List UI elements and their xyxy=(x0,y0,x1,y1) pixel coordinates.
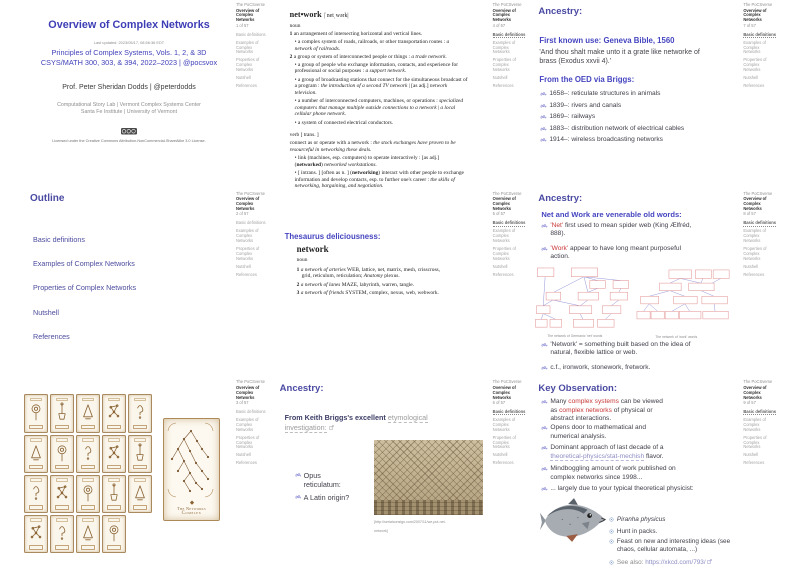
pocs-ornament-bullet xyxy=(295,494,302,500)
slide-sidebar xyxy=(493,192,527,281)
pronunciation: |ˈnetˌwərk| xyxy=(323,13,349,19)
sidebar-link-nutshell[interactable]: Nutshell xyxy=(743,75,759,81)
sidebar-link-properties[interactable]: Properties of Complex Networks xyxy=(743,57,767,73)
tarot-card xyxy=(102,435,126,473)
sidebar-link-basic-definitions[interactable]: Basic definitions xyxy=(492,409,526,415)
tarot-card xyxy=(102,394,126,432)
card-ornament xyxy=(190,500,194,504)
slide-sidebar xyxy=(236,380,267,469)
pocsverse-brand: The PoCSverse xyxy=(743,2,773,7)
tarot-card xyxy=(24,515,48,553)
bullet-latin-origin: A Latin origin? xyxy=(303,493,350,503)
tarot-card xyxy=(24,435,48,473)
sidebar-link-references[interactable]: References xyxy=(492,271,514,277)
xkcd-link[interactable]: https://xkcd.com/793/ xyxy=(645,559,706,566)
slide-ancestry-etymology-trees xyxy=(533,189,800,378)
pocs-ornament-bullet xyxy=(541,223,548,229)
sidebar-link-examples[interactable]: Examples of Complex Networks xyxy=(743,416,766,432)
definition-line: • [ intrans. ] [often as n. ] (networking) interact with other people to exchange information and develop contacts, esp. to further one's career : the skills of networking, bargaining, and negotiation. xyxy=(294,169,464,189)
definition-line: • a complex system of roads, railroads, or other transportation routes : a network of railroads. xyxy=(294,38,450,52)
fish-fact-bullet-icon xyxy=(609,517,614,522)
sidebar-link-examples[interactable]: Examples of Complex Networks xyxy=(492,228,516,244)
definition-line: • a number of interconnected computers, machines, or operations : specialized computers that manage multiple outside connections to a network | a local cellular phone network. xyxy=(294,98,464,118)
last-updated: Last updated: 2023/05/17, 08:56:36 EDT xyxy=(93,40,165,45)
slide-dictionary-definition xyxy=(267,0,534,189)
slide-ancestry-first-use xyxy=(533,0,800,189)
sidebar-link-basic-definitions[interactable]: Basic definitions xyxy=(236,220,266,226)
photo-source-url-line1[interactable]: [http://serialconsign.com/2007/11/we-put-net- xyxy=(374,520,446,525)
tarot-card xyxy=(50,515,74,553)
tarot-card xyxy=(76,475,100,513)
sidebar-link-basic-definitions[interactable]: Basic definitions xyxy=(492,220,526,226)
venerable-words-subheading: Net and Work are venerable old words: xyxy=(541,209,682,219)
typical-physicist-bullet: ... largely due to your typical theoretical physicist: xyxy=(550,485,694,493)
sidebar-link-basic-definitions[interactable]: Basic definitions xyxy=(743,31,777,37)
pocs-ornament-bullet xyxy=(540,137,547,143)
sidebar-link-examples[interactable]: Examples of Complex Networks xyxy=(743,39,766,55)
stat-mech-bullet: Dominant approach of last decade of a theoretical-physics/stat-mechish flavor. xyxy=(550,444,664,460)
outline-heading: Outline xyxy=(30,192,65,204)
sidebar-deck-title: Overview of Complex Networks xyxy=(236,7,260,23)
work-etymology-tree xyxy=(635,269,733,333)
page-indicator: 7 of 57 xyxy=(743,22,756,28)
tarot-card xyxy=(102,515,126,553)
complex-systems-bullet: Many complex systems can be viewed as complex networks of physical or abstract interactions. xyxy=(550,398,663,422)
page-indicator: 8 of 57 xyxy=(743,211,756,217)
hunt-in-packs: Hunt in packs. xyxy=(616,528,658,536)
page-indicator: 2 of 57 xyxy=(236,211,249,217)
sidebar-link-properties[interactable]: Properties of Complex Networks xyxy=(236,246,260,261)
sidebar-link-nutshell[interactable]: Nutshell xyxy=(236,75,251,81)
page-indicator: 5 of 57 xyxy=(492,211,506,217)
pocs-ornament-bullet xyxy=(540,91,547,97)
networks-complex-tarot-card xyxy=(163,418,220,521)
fish-fact-bullet-icon xyxy=(609,560,614,565)
pocs-ornament-bullet xyxy=(541,342,548,348)
tarot-card xyxy=(128,394,152,432)
outline-item-examples[interactable]: Examples of Complex Networks xyxy=(33,258,135,268)
tarot-card xyxy=(24,475,48,513)
sidebar-deck-title: Overview of Complex Networks xyxy=(236,384,260,400)
external-link-icon xyxy=(329,425,334,430)
mindboggling-bullet: Mindboggling amount of work published on complex networks since 1998... xyxy=(550,465,676,481)
page-indicator: 4 of 57 xyxy=(492,22,506,28)
slide-sidebar xyxy=(743,380,777,469)
tarot-card xyxy=(128,475,152,513)
ironwork-bullet: c.f., ironwork, stonework, fretwork. xyxy=(550,363,651,371)
slide-sidebar xyxy=(493,3,527,92)
pocsverse-brand: The PoCSverse xyxy=(743,379,773,385)
net-bullet: 'Net' first used to mean spider web (King Ælfréd, 888). xyxy=(550,221,692,237)
oed-item: 1914–: wireless broadcasting networks xyxy=(549,136,663,143)
part-of-speech: verb [ trans. ] xyxy=(289,132,319,139)
sidebar-link-properties[interactable]: Properties of Complex Networks xyxy=(492,434,516,450)
key-observation-heading: Key Observation: xyxy=(538,383,617,395)
oed-subheading: From the OED via Briggs: xyxy=(539,75,635,84)
definition-line: 2 a group or system of interconnected people or things : a trade network. xyxy=(289,53,447,60)
sidebar-link-references[interactable]: References xyxy=(743,82,765,88)
tree-caption-left: The network of Germanic 'net' words xyxy=(547,334,603,339)
pocs-ornament-bullet xyxy=(541,425,548,431)
sidebar-link-basic-definitions[interactable]: Basic definitions xyxy=(492,31,526,37)
pocsverse-brand: The PoCSverse xyxy=(492,190,522,196)
etymology-investigation-link[interactable]: etymological investigation: xyxy=(284,413,428,432)
pocs-ornament-bullet xyxy=(540,114,547,120)
sidebar-deck-title: Overview of Complex Networks xyxy=(492,384,516,400)
sidebar-link-properties[interactable]: Properties of Complex Networks xyxy=(236,434,260,450)
thesaurus-sense: 3 a network of friends SYSTEM, complex, nexus, web, webwork. xyxy=(296,290,439,297)
sidebar-link-examples[interactable]: Examples of Complex Networks xyxy=(236,416,259,432)
slide-outline xyxy=(0,189,267,378)
ancestry-heading: Ancestry: xyxy=(538,192,583,204)
pocs-ornament-bullet xyxy=(541,399,548,405)
external-link-icon xyxy=(707,559,712,564)
sidebar-link-nutshell[interactable]: Nutshell xyxy=(492,75,508,81)
opus-reticulatum-photo xyxy=(374,440,483,515)
ancestry-heading: Ancestry: xyxy=(279,383,324,395)
sidebar-link-references[interactable]: References xyxy=(492,460,514,466)
big-card-caption-line1: The Networks xyxy=(177,505,206,511)
slide-thesaurus xyxy=(267,189,534,378)
tarot-card xyxy=(50,435,74,473)
tarot-card xyxy=(50,394,74,432)
sidebar-link-nutshell[interactable]: Nutshell xyxy=(236,263,251,269)
bible-quote: 'And thou shalt make unto it a grate like networke of brass (Exodus xxvii 4).' xyxy=(539,49,700,66)
thesaurus-entry xyxy=(297,244,449,299)
tarot-card-grid xyxy=(24,394,153,555)
pocsverse-brand: The PoCSverse xyxy=(492,379,522,385)
sidebar-deck-title: Overview of Complex Networks xyxy=(743,384,767,400)
slide-sidebar xyxy=(236,192,267,281)
fish-fact-bullet-icon xyxy=(609,539,614,544)
stat-mech-link[interactable]: theoretical-physics/stat-mechish xyxy=(550,452,645,460)
dictionary-entry xyxy=(290,10,468,189)
pocs-ornament-bullet xyxy=(541,445,548,451)
work-bullet: 'Work' appear to have long meant purposeful action. xyxy=(550,244,682,260)
pocs-ornament-bullet xyxy=(541,486,548,492)
analysis-bullet: Opens door to mathematical and numerical analysis. xyxy=(550,424,646,440)
sidebar-link-properties[interactable]: Properties of Complex Networks xyxy=(236,57,260,73)
slide-tarot-cards xyxy=(0,377,267,566)
sidebar-link-properties[interactable]: Properties of Complex Networks xyxy=(743,246,767,261)
outline-item-nutshell[interactable]: Nutshell xyxy=(33,307,59,317)
headword: net•work xyxy=(289,10,322,19)
net-etymology-tree xyxy=(535,267,631,333)
slide-title-page xyxy=(0,0,267,189)
tarot-card xyxy=(76,435,100,473)
pocs-ornament-bullet xyxy=(541,246,548,252)
outline-item-references[interactable]: References xyxy=(33,331,70,341)
sidebar-deck-title: Overview of Complex Networks xyxy=(492,196,516,211)
slide-sidebar xyxy=(743,3,777,92)
slide-sidebar xyxy=(493,380,527,469)
page-indicator: 3 of 57 xyxy=(236,400,249,406)
thesaurus-word: network xyxy=(296,243,329,254)
big-card-caption-line2: Complex xyxy=(181,511,202,517)
oed-item: 1839–: rivers and canals xyxy=(549,101,622,109)
sidebar-link-basic-definitions[interactable]: Basic definitions xyxy=(743,409,777,415)
sidebar-link-references[interactable]: References xyxy=(743,460,765,466)
sidebar-link-properties[interactable]: Properties of Complex Networks xyxy=(492,246,516,261)
course-line-2[interactable]: CSYS/MATH 300, 303, & 394, 2022–2023 | @pocsvox xyxy=(40,58,218,67)
sidebar-link-examples[interactable]: Examples of Complex Networks xyxy=(743,228,766,244)
sidebar-link-nutshell[interactable]: Nutshell xyxy=(743,452,759,458)
tarot-card xyxy=(76,394,100,432)
pocsverse-brand: The PoCSverse xyxy=(492,2,522,7)
sidebar-link-nutshell[interactable]: Nutshell xyxy=(492,263,508,269)
thesaurus-heading: Thesaurus deliciousness: xyxy=(284,231,381,241)
part-of-speech: noun xyxy=(296,257,308,264)
fish-fact-bullet-icon xyxy=(609,529,614,534)
tarot-card xyxy=(102,475,126,513)
slide-key-observation xyxy=(533,377,800,566)
sidebar-link-nutshell[interactable]: Nutshell xyxy=(743,263,759,269)
definition-line: • link (machines, esp. computers) to operate interactively : [as adj.] (networked) networked workstations. xyxy=(294,155,440,168)
feast-on-ideas: Feast on new and interesting ideas (see chaos, cellular automata, ...) xyxy=(616,538,731,554)
thesaurus-sense: 2 a network of lanes MAZE, labyrinth, warren, tangle. xyxy=(296,281,415,288)
sidebar-link-examples[interactable]: Examples of Complex Networks xyxy=(236,39,259,55)
slide-sidebar xyxy=(236,3,267,92)
lead-strong-text: From Keith Briggs's excellent xyxy=(284,413,388,423)
sidebar-link-references[interactable]: References xyxy=(492,82,514,88)
sidebar-link-basic-definitions[interactable]: Basic definitions xyxy=(743,220,777,226)
ancestry-heading: Ancestry: xyxy=(538,6,583,17)
pocsverse-brand: The PoCSverse xyxy=(236,190,265,196)
sidebar-deck-title: Overview of Complex Networks xyxy=(743,196,767,211)
first-known-use-subheading: First known use: Geneva Bible, 1560 xyxy=(539,36,675,45)
tarot-card xyxy=(128,435,152,473)
sidebar-link-references[interactable]: References xyxy=(236,82,257,88)
pocsverse-brand: The PoCSverse xyxy=(743,190,773,196)
sidebar-link-examples[interactable]: Examples of Complex Networks xyxy=(492,39,516,55)
definition-line: • a group of people who exchange information, contacts, and experience for professional or social purposes : a support network. xyxy=(294,61,459,75)
see-also-label: See also: xyxy=(616,559,646,566)
sidebar-link-references[interactable]: References xyxy=(236,460,257,466)
outline-item-basic-definitions[interactable]: Basic definitions xyxy=(33,234,85,244)
slide-sidebar xyxy=(743,192,777,281)
sidebar-link-references[interactable]: References xyxy=(743,271,765,277)
network-meaning-bullet: 'Network' = something built based on the idea of natural, flexible lattice or web. xyxy=(550,340,691,356)
sidebar-link-references[interactable]: References xyxy=(236,271,257,277)
oed-item: 1869–: railways xyxy=(549,113,596,120)
page-indicator: 1 of 57 xyxy=(236,22,249,28)
course-line-1: Principles of Complex Systems, Vols. 1, 2, & 3D xyxy=(51,48,207,57)
slide-ancestry-briggs xyxy=(267,377,534,566)
pocsverse-brand: The PoCSverse xyxy=(236,2,265,7)
piranha-species: Piranha physicus xyxy=(616,516,666,524)
oed-item: 1658–: reticulate structures in animals xyxy=(549,90,661,97)
thesaurus-sense: 1 a network of arteries WEB, lattice, net, matrix, mesh, crisscross, grid, reticulum, reticulation; Anatomy plexus. xyxy=(296,266,440,280)
pocs-ornament-bullet xyxy=(541,365,548,371)
part-of-speech: noun xyxy=(289,22,301,29)
sidebar-link-examples[interactable]: Examples of Complex Networks xyxy=(492,416,516,432)
sidebar-link-basic-definitions[interactable]: Basic definitions xyxy=(236,31,266,37)
sidebar-link-examples[interactable]: Examples of Complex Networks xyxy=(236,228,259,244)
tree-caption-right: The network of 'work' words xyxy=(655,335,698,340)
sidebar-link-nutshell[interactable]: Nutshell xyxy=(492,452,508,458)
tarot-card xyxy=(76,515,100,553)
pocsverse-brand: The PoCSverse xyxy=(236,379,265,385)
sidebar-link-properties[interactable]: Properties of Complex Networks xyxy=(743,434,767,450)
sidebar-deck-title: Overview of Complex Networks xyxy=(492,7,516,23)
sidebar-deck-title: Overview of Complex Networks xyxy=(743,7,767,23)
sidebar-link-properties[interactable]: Properties of Complex Networks xyxy=(492,57,516,73)
license-text: Licensed under the Creative Commons Attribution-NonCommercial-ShareAlike 3.0 License. xyxy=(52,139,206,143)
pocs-ornament-bullet xyxy=(295,472,302,478)
page-indicator: 6 of 57 xyxy=(492,400,506,406)
deck-main-title: Overview of Complex Networks xyxy=(48,19,210,31)
piranha-image xyxy=(539,496,609,543)
sidebar-link-nutshell[interactable]: Nutshell xyxy=(236,452,251,458)
definition-line: • a system of connected electrical conductors. xyxy=(294,119,394,126)
pocs-ornament-bullet xyxy=(541,466,548,472)
photo-source-url-line2[interactable]: network] xyxy=(374,528,388,533)
oed-item: 1883–: distribution network of electrical cables xyxy=(549,124,685,132)
cc-license-badge-icon[interactable] xyxy=(121,128,137,135)
definition-line: • a group of broadcasting stations that connect for the simultaneous broadcast of a program : the introduction of a second TV network | [as adj.] network television. xyxy=(294,76,468,96)
affiliation-line-2: Santa Fe Institute | University of Vermont xyxy=(80,109,178,115)
author-line[interactable]: Prof. Peter Sheridan Dodds | @peterdodds xyxy=(62,84,196,91)
sidebar-link-basic-definitions[interactable]: Basic definitions xyxy=(236,409,266,415)
sidebar-deck-title: Overview of Complex Networks xyxy=(236,196,260,211)
pocs-ornament-bullet xyxy=(540,103,547,109)
affiliation-line-1: Computational Story Lab | Vermont Complex Systems Center xyxy=(57,102,201,108)
tarot-card xyxy=(50,475,74,513)
pocs-ornament-bullet xyxy=(540,126,547,132)
bullet-opus-reticulatum: Opus reticulatum: xyxy=(303,471,341,490)
definition-line: 1 an arrangement of intersecting horizontal and vertical lines. xyxy=(289,30,423,37)
tarot-card xyxy=(24,394,48,432)
wall-rubble xyxy=(374,500,483,515)
page-indicator: 9 of 57 xyxy=(743,400,756,406)
definition-line: connect as or operate with a network : the stock exchanges have proven to be resourceful in networking these deals. xyxy=(289,140,456,153)
outline-item-properties[interactable]: Properties of Complex Networks xyxy=(33,283,137,293)
